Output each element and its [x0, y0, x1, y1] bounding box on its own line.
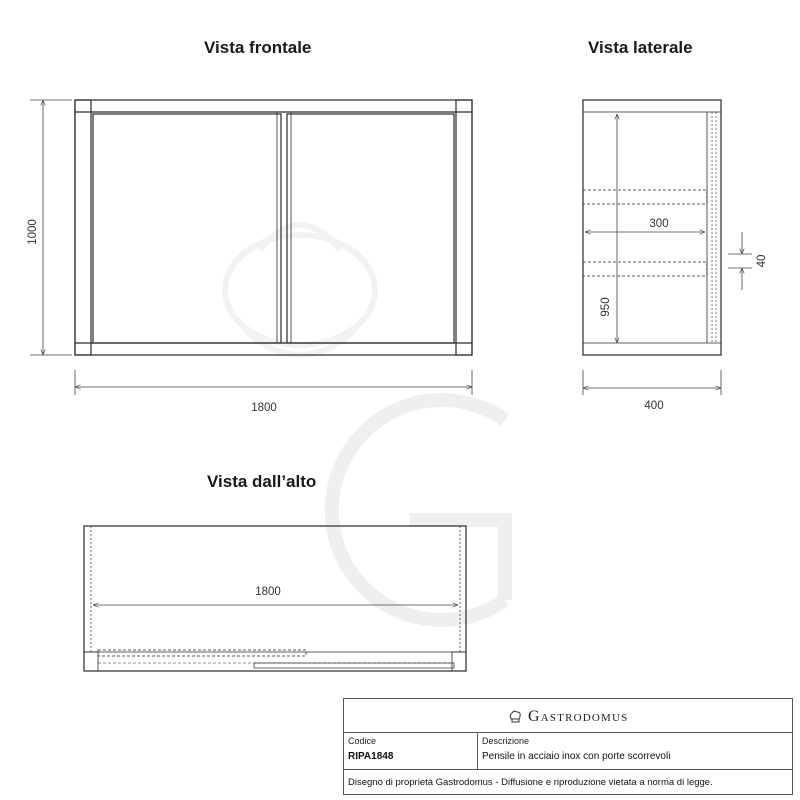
brand-name: Gastrodomus: [527, 708, 629, 725]
side-depth-label: 400: [644, 400, 664, 412]
front-view: [75, 100, 472, 355]
front-left-post: [75, 100, 91, 355]
front-width-label: 1800: [251, 402, 277, 414]
front-right-door: [287, 114, 454, 343]
side-shelf-gap-dimension: [728, 232, 752, 290]
top-left-post: [84, 652, 98, 671]
chef-hat-icon: [508, 709, 522, 723]
code-cell: [344, 733, 478, 769]
front-width-dimension: [75, 370, 472, 395]
top-width-label: 1800: [255, 586, 281, 598]
front-left-door: [93, 114, 281, 343]
front-height-label: 1000: [27, 219, 39, 245]
title-block-info-row: [344, 733, 792, 770]
side-inner-depth-label: 300: [649, 218, 669, 230]
title-block-logo: [344, 699, 792, 733]
top-door-rail-right: [254, 663, 454, 668]
description-value: Pensile in acciaio inox con porte scorrevoli: [482, 751, 671, 762]
side-shelf-gap-label: 40: [756, 254, 768, 268]
side-inner-height-label: 950: [600, 297, 612, 317]
top-outline: [84, 526, 466, 671]
title-block: [343, 698, 793, 795]
front-view-title: Vista frontale: [204, 38, 312, 57]
front-right-post: [456, 100, 472, 355]
description-cell: [478, 733, 792, 769]
front-outline: [75, 100, 472, 355]
side-depth-dimension: [583, 370, 721, 395]
side-view-title: Vista laterale: [588, 38, 693, 57]
side-shelf-upper: [583, 190, 707, 204]
code-value: RIPA1848: [348, 751, 394, 762]
side-shelf-lower: [583, 262, 707, 276]
top-view: [84, 526, 466, 671]
description-label: Descrizione: [482, 736, 530, 746]
code-label: Codice: [348, 736, 377, 746]
top-view-title: Vista dall’alto: [207, 472, 317, 491]
ownership-notice: Disegno di proprietà Gastrodomus - Diffusione e riproduzione vietata a norma di legge.: [348, 777, 713, 788]
top-door-rail-left: [98, 650, 306, 656]
